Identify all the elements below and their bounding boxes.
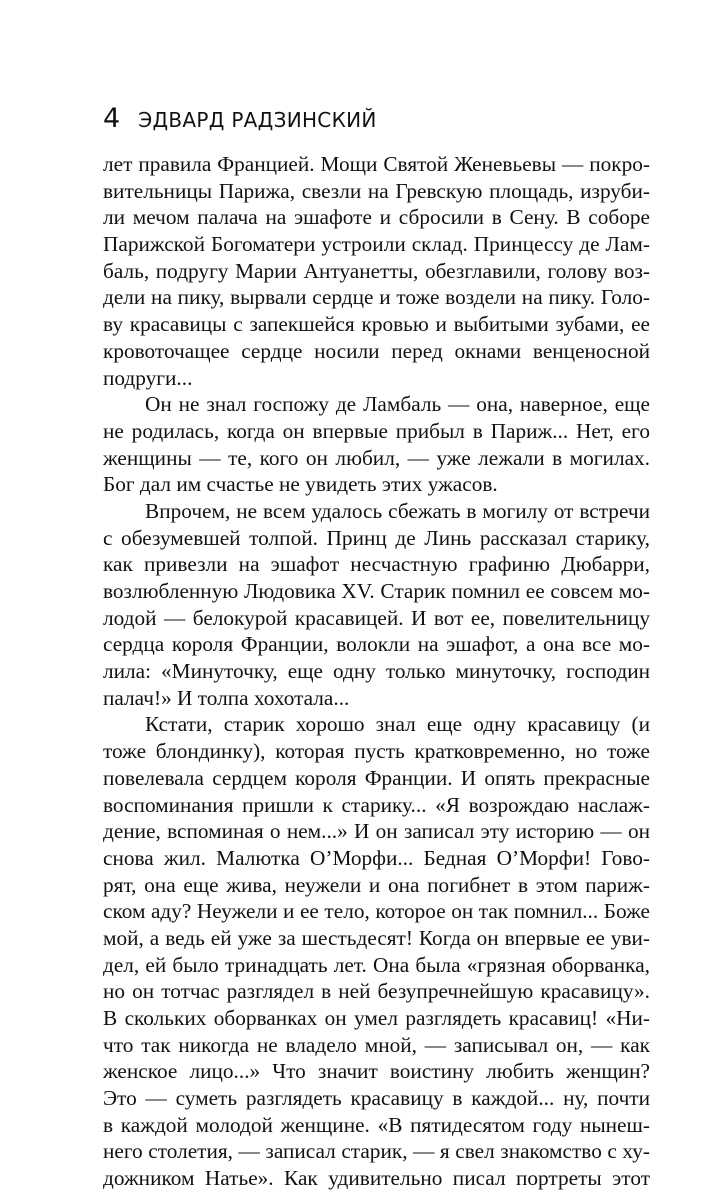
- text-line: Впрочем, не всем удалось сбежать в могилу от встречи: [145, 498, 650, 523]
- text-line: вительницы Парижа, свезли на Гревскую площадь, изруби-: [103, 178, 650, 203]
- text-line: женское лицо...» Что значит воистину любить женщин?: [103, 1059, 650, 1084]
- text-line: ву красавицы с запекшейся кровью и выбитыми зубами, ее: [103, 312, 650, 337]
- text-line: снова жил. Малютка О’Морфи... Бедная О’Морфи! Гово-: [103, 845, 650, 870]
- text-line: но он тотчас разглядел в ней безупречнейшую красавицу».: [103, 979, 650, 1004]
- text-line: дели на пику, вырвали сердце и тоже воздели на пику. Голо-: [103, 285, 650, 310]
- text-line: не родилась, когда он впервые прибыл в Париж... Нет, его: [103, 418, 650, 443]
- body-text: [103, 151, 650, 1192]
- text-line: что так никогда не владело мной, — записывал он, — как: [103, 1032, 650, 1057]
- text-line: ском аду? Неужели и ее тело, которое он так помнил... Боже: [103, 899, 650, 924]
- text-line: Парижской Богоматери устроили склад. Принцессу де Лам-: [103, 232, 650, 257]
- text-line: воспоминания пришли к старику... «Я возрождаю наслаж-: [103, 792, 650, 817]
- text-line: в каждой молодой женщине. «В пятидесятом году нынеш-: [103, 1112, 650, 1137]
- text-line: ли мечом палача на эшафоте и сбросили в Сену. В соборе: [103, 205, 650, 230]
- text-line: дожником Натье». Как удивительно писал портреты этот: [103, 1166, 650, 1191]
- text-line: лет правила Францией. Мощи Святой Женевьевы — покро-: [103, 152, 650, 176]
- text-line: Кстати, старик хорошо знал еще одну красавицу (и: [145, 712, 650, 737]
- text-line: Он не знал госпожу де Ламбаль — она, наверное, еще: [145, 392, 650, 417]
- text-line: возлюбленную Людовика XV. Старик помнил ее совсем мо-: [103, 579, 650, 603]
- author-name: ЭДВАРД РАДЗИНСКИЙ: [138, 108, 377, 132]
- text-line: с обезумевшей толпой. Принц де Линь рассказал старику,: [103, 525, 650, 550]
- running-head: [103, 104, 377, 138]
- text-line: Это — суметь разглядеть красавицу в каждой... ну, почти: [103, 1086, 650, 1111]
- text-line: тоже блондинку), которая пусть кратковременно, но тоже: [103, 739, 650, 764]
- text-line: дение, вспоминая о нем...» И он записал эту историю — он: [103, 819, 650, 844]
- text-line: кровоточащее сердце носили перед окнами венценосной: [103, 338, 650, 363]
- text-line: дел, ей было тринадцать лет. Она была «грязная оборванка,: [103, 952, 650, 977]
- text-line: лодой — белокурой красавицей. И вот ее, повелительницу: [103, 605, 650, 630]
- text-line: женщины — те, кого он любил, — уже лежали в могилах.: [103, 445, 650, 470]
- text-line: лила: «Минуточку, еще одну только минуточку, господин: [103, 659, 650, 684]
- text-line: как привезли на эшафот несчастную графиню Дюбарри,: [103, 552, 650, 577]
- text-line: подруги...: [103, 365, 193, 390]
- text-line: повелевала сердцем короля Франции. И опять прекрасные: [103, 765, 650, 790]
- text-line: мой, а ведь ей уже за шестьдесят! Когда он впервые ее уви-: [103, 925, 650, 950]
- text-line: Бог дал им счастье не увидеть этих ужасов.: [103, 472, 498, 497]
- text-line: него столетия, — записал старик, — я свел знакомство с ху-: [103, 1139, 650, 1164]
- page-number: 4: [103, 103, 121, 134]
- text-line: палач!» И толпа хохотала...: [103, 685, 350, 710]
- text-line: В скольких оборванках он умел разглядеть красавиц! «Ни-: [103, 1006, 650, 1030]
- text-line: баль, подругу Марии Антуанетты, обезглавили, голову воз-: [103, 258, 650, 283]
- text-line: рят, она еще жива, неужели и она погибнет в этом париж-: [103, 872, 650, 897]
- text-line: сердца короля Франции, волокли на эшафот, а она все мо-: [103, 632, 650, 657]
